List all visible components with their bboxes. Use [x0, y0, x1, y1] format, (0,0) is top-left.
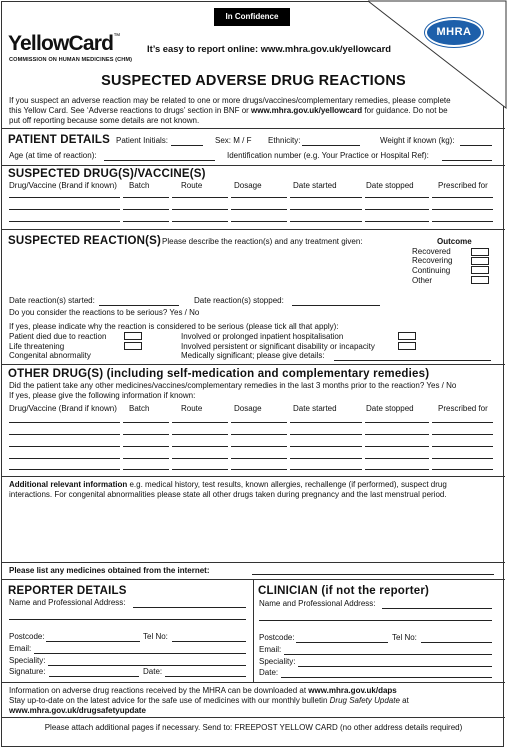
mhra-logo [425, 18, 483, 47]
serious-disability: Involved persistent or significant disability or incapacity [181, 342, 375, 351]
date-started-label: Date reaction(s) started: [9, 296, 95, 305]
clinician-tel-label: Tel No: [392, 633, 417, 642]
outcome-continuing: Continuing [412, 266, 451, 275]
clinician-date-field[interactable] [281, 677, 492, 678]
serious-died-checkbox[interactable] [124, 332, 142, 340]
outcome-heading: Outcome [437, 237, 472, 246]
medically-significant-field[interactable] [334, 360, 491, 361]
footer-line-3 [9, 706, 499, 716]
serious-instruction: If yes, please indicate why the reaction is considered to be serious (please tick all that apply): [9, 322, 339, 331]
outcome-recovering: Recovering [412, 256, 453, 265]
clinician-address-field[interactable] [382, 608, 492, 609]
intro-line-2c: for guidance. Do not be [362, 106, 448, 115]
online-tagline: It’s easy to report online: www.mhra.gov.uk/yellowcard [147, 43, 391, 54]
outcome-other-checkbox[interactable] [471, 276, 489, 284]
clinician-speciality-field[interactable] [298, 666, 492, 667]
commission-label: COMMISSION ON HUMAN MEDICINES (CHM) [9, 57, 133, 63]
intro-line-3: put off reporting because some details are not known. [9, 116, 200, 125]
date-stopped-label: Date reaction(s) stopped: [194, 296, 284, 305]
col-prescribed-for: Prescribed for [438, 404, 488, 413]
clinician-name-label: Name and Professional Address: [259, 599, 376, 608]
rule-footer [2, 682, 505, 683]
col-dosage: Dosage [234, 404, 262, 413]
serious-hospitalisation-checkbox[interactable] [398, 332, 416, 340]
outcome-recovered: Recovered [412, 247, 451, 256]
col-prescribed-for: Prescribed for [438, 181, 488, 190]
confidence-label: In Confidence [214, 8, 290, 26]
sex-label: Sex: M / F [215, 136, 252, 145]
age-field[interactable] [104, 160, 215, 161]
clinician-postcode-label: Postcode: [259, 633, 295, 642]
reporter-name-label: Name and Professional Address: [9, 598, 126, 607]
yellowcard-logo [8, 33, 120, 55]
additional-line-2: interactions. For congenital abnormalities please state all other drugs taken during pregnancy and the last menstrual period. [9, 490, 447, 499]
rule-attach [2, 717, 505, 718]
intro-url[interactable]: www.mhra.gov.uk/yellowcard [251, 106, 363, 115]
date-stopped-field[interactable] [292, 305, 380, 306]
clinician-tel-field[interactable] [421, 642, 492, 643]
intro-line-2 [9, 106, 499, 116]
reporter-tel-field[interactable] [172, 641, 246, 642]
folded-corner [368, 0, 507, 110]
serious-life-threatening-checkbox[interactable] [124, 342, 142, 350]
additional-info [9, 480, 499, 500]
date-started-field[interactable] [99, 305, 179, 306]
clinician-date-label: Date: [259, 668, 279, 677]
internet-label: Please list any medicines obtained from the internet: [9, 566, 210, 575]
other-drugs-instruction: If yes, please give the following information if known: [9, 391, 196, 400]
additional-line-1 [9, 480, 499, 490]
footer-bulletin-name: Drug Safety Update [329, 696, 400, 705]
outcome-recovered-checkbox[interactable] [471, 248, 489, 256]
reporter-date-label: Date: [143, 667, 163, 676]
serious-disability-checkbox[interactable] [398, 342, 416, 350]
footer-text-2: Stay up-to-date on the latest advice for the safe use of medicines with our monthly bulletin [9, 696, 330, 705]
footer-daps-link[interactable]: www.mhra.gov.uk/daps [308, 686, 397, 695]
serious-died: Patient died due to reaction [9, 332, 107, 341]
identification-label: Identification number (e.g. Your Practice or Hospital Ref): [227, 151, 429, 160]
intro-line-2a: this Yellow Card. See ‘Adverse reactions to drugs’ section in BNF or [9, 106, 252, 115]
clinician-postcode-field[interactable] [296, 642, 388, 643]
col-route: Route [181, 404, 203, 413]
serious-hospitalisation: Involved or prolonged inpatient hospitalisation [181, 332, 344, 341]
mhra-logo-text: MHRA [436, 26, 472, 38]
reporter-heading: REPORTER DETAILS [8, 585, 127, 597]
col-dosage: Dosage [234, 181, 262, 190]
brand-name: YellowCard [8, 32, 114, 55]
outcome-recovering-checkbox[interactable] [471, 257, 489, 265]
reporter-signature-label: Signature: [9, 667, 46, 676]
additional-label: Additional relevant information [9, 480, 128, 489]
footer-text-2c: at [399, 696, 409, 705]
reporter-speciality-field[interactable] [48, 665, 246, 666]
other-drugs-question: Did the patient take any other medicines/vaccines/complementary remedies in the last 3 months prior to the reaction? Yes / No [9, 381, 457, 390]
reporter-tel-label: Tel No: [143, 632, 168, 641]
other-drugs-heading: OTHER DRUG(S) (including self-medication and complementary remedies) [8, 368, 430, 380]
col-route: Route [181, 181, 203, 190]
reporter-date-field[interactable] [165, 676, 246, 677]
weight-label: Weight if known (kg): [380, 136, 455, 145]
rule-additional [2, 476, 505, 477]
patient-initials-field[interactable] [171, 145, 203, 146]
reporter-email-label: Email: [9, 644, 32, 653]
footer-line-1 [9, 686, 499, 696]
reporter-address-field[interactable] [9, 619, 246, 620]
clinician-address-field[interactable] [259, 620, 492, 621]
serious-life-threatening: Life threatening [9, 342, 65, 351]
reporter-postcode-label: Postcode: [9, 632, 45, 641]
col-batch: Batch [129, 181, 150, 190]
reporter-signature-field[interactable] [49, 676, 139, 677]
ethnicity-field[interactable] [302, 145, 360, 146]
patient-heading: PATIENT DETAILS [8, 134, 111, 146]
reporter-address-field[interactable] [133, 607, 246, 608]
clinician-heading: CLINICIAN (if not the reporter) [258, 585, 430, 597]
trademark-symbol: ™ [113, 33, 121, 40]
rule-suspected-drugs [2, 165, 505, 166]
clinician-email-label: Email: [259, 645, 282, 654]
col-date-stopped: Date stopped [366, 404, 414, 413]
footer-dsu-link[interactable]: www.mhra.gov.uk/drugsafetyupdate [9, 706, 146, 715]
attach-instruction: Please attach additional pages if necessary. Send to: FREEPOST YELLOW CARD (no other address details required) [44, 723, 463, 732]
intro-text [9, 96, 499, 126]
additional-text-1: e.g. medical history, test results, known allergies, rechallenge (if performed), suspect drug [127, 480, 447, 489]
serious-question: Do you consider the reactions to be serious? Yes / No [9, 308, 200, 317]
reporter-email-field[interactable] [34, 653, 246, 654]
suspected-drugs-heading: SUSPECTED DRUG(S)/VACCINE(S) [8, 168, 206, 180]
patient-initials-label: Patient Initials: [116, 136, 169, 145]
col-date-started: Date started [293, 181, 337, 190]
form-title: SUSPECTED ADVERSE DRUG REACTIONS [101, 73, 406, 89]
reactions-heading: SUSPECTED REACTION(S) [8, 235, 162, 247]
serious-medically-significant: Medically significant; please give details: [181, 351, 325, 360]
footer-info [9, 686, 499, 716]
identification-field[interactable] [442, 160, 492, 161]
clinician-speciality-label: Speciality: [259, 657, 296, 666]
weight-field[interactable] [460, 145, 492, 146]
ethnicity-label: Ethnicity: [268, 136, 301, 145]
rule-patient [2, 128, 505, 129]
col-drug: Drug/Vaccine (Brand if known) [9, 181, 117, 190]
reporter-clinician-divider [253, 579, 254, 682]
rule-internet [2, 562, 505, 563]
clinician-email-field[interactable] [284, 654, 492, 655]
serious-congenital: Congenital abnormality [9, 351, 91, 360]
outcome-other: Other [412, 276, 433, 285]
outcome-continuing-checkbox[interactable] [471, 266, 489, 274]
rule-other-drugs [2, 364, 505, 365]
col-date-stopped: Date stopped [366, 181, 414, 190]
reactions-prompt: Please describe the reaction(s) and any treatment given: [162, 237, 363, 246]
col-drug: Drug/Vaccine (Brand if known) [9, 404, 117, 413]
internet-field[interactable] [252, 574, 494, 575]
reporter-speciality-label: Speciality: [9, 656, 46, 665]
col-batch: Batch [129, 404, 150, 413]
age-label: Age (at time of reaction): [9, 151, 97, 160]
footer-text-1: Information on adverse drug reactions received by the MHRA can be downloaded at [9, 686, 309, 695]
additional-info-area[interactable] [9, 502, 497, 560]
reporter-postcode-field[interactable] [46, 641, 140, 642]
rule-reactions [2, 229, 505, 230]
intro-line-1: If you suspect an adverse reaction may be related to one or more drugs/vaccines/complementary remedies, please complete [9, 96, 451, 105]
footer-line-2 [9, 696, 499, 706]
col-date-started: Date started [293, 404, 337, 413]
